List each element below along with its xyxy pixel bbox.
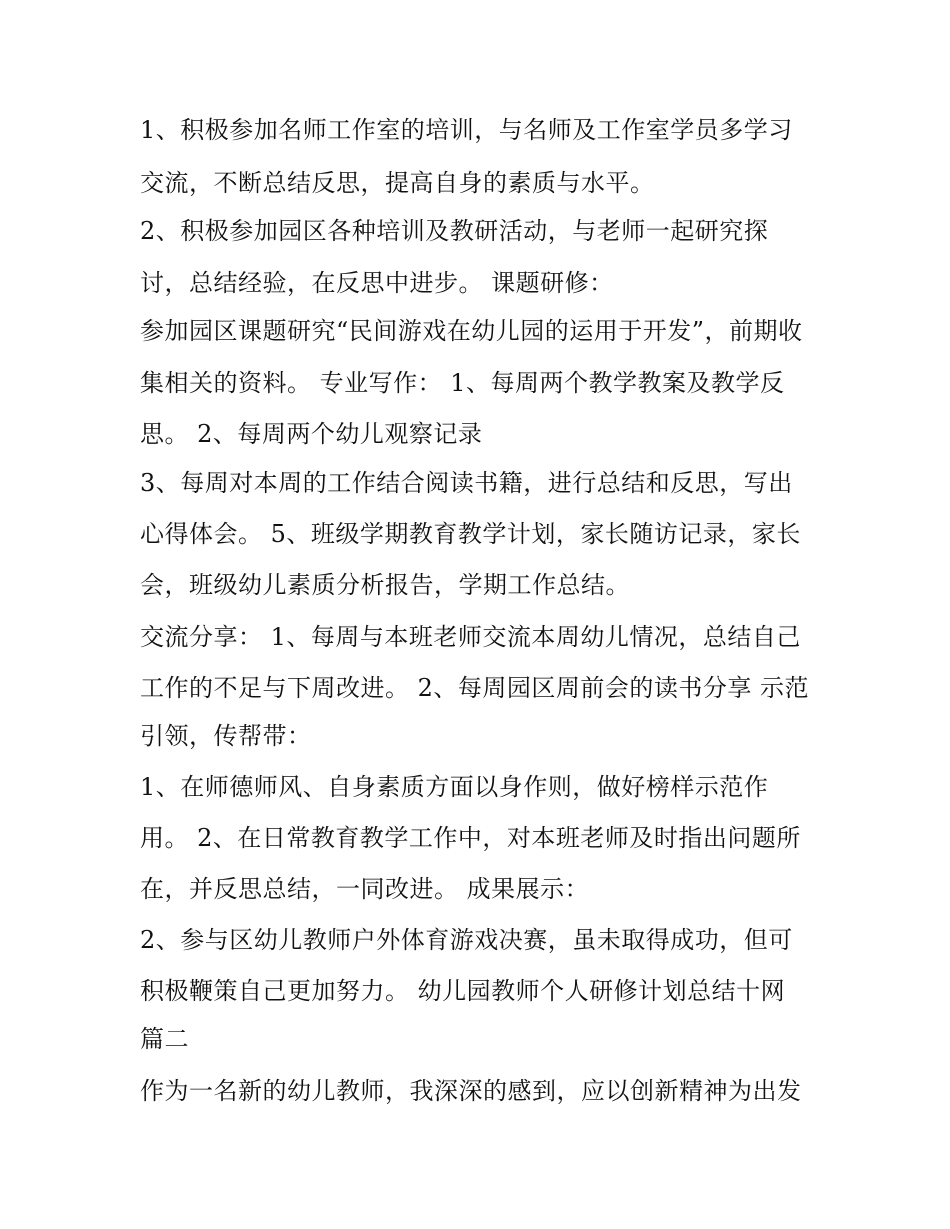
text-line: 参加园区课题研究“民间游戏在幼儿园的运用于开发”，前期收 [140, 317, 803, 345]
text-line: 交流分享： 1、每周与本班老师交流本周幼儿情况，总结自己 [140, 623, 801, 651]
text-line: 篇二 [140, 1025, 189, 1053]
text-line: 作为一名新的幼儿教师，我深深的感到，应以创新精神为出发 [140, 1077, 802, 1105]
text-line: 会，班级幼儿素质分析报告，学期工作总结。 [140, 571, 630, 599]
text-line: 引领，传帮带： [140, 722, 312, 750]
text-line: 心得体会。 5、班级学期教育教学计划，家长随访记录，家长 [140, 520, 801, 548]
text-line: 在，并反思总结，一同改进。 成果展示： [140, 875, 590, 903]
text-line: 思。 2、每周两个幼儿观察记录 [140, 420, 483, 448]
text-line: 工作的不足与下周改进。 2、每周园区周前会的读书分享 示范 [140, 674, 810, 702]
text-line: 交流，不断总结反思，提高自身的素质与水平。 [140, 169, 655, 197]
text-line: 1、积极参加名师工作室的培训，与名师及工作室学员多学习 [140, 116, 793, 144]
text-line: 2、积极参加园区各种培训及教研活动，与老师一起研究探 [140, 217, 769, 245]
text-line: 1、在师德师风、自身素质方面以身作则，做好榜样示范作 [140, 773, 769, 801]
text-line: 用。 2、在日常教育教学工作中，对本班老师及时指出问题所 [140, 824, 801, 852]
text-line: 集相关的资料。 专业写作： 1、每周两个教学教案及教学反 [140, 369, 785, 397]
text-line: 2、参与区幼儿教师户外体育游戏决赛，虽未取得成功，但可 [140, 926, 793, 954]
text-line: 3、每周对本周的工作结合阅读书籍，进行总结和反思，写出 [140, 469, 793, 497]
text-line: 讨，总结经验，在反思中进步。 课题研修： [140, 269, 614, 297]
text-line: 积极鞭策自己更加努力。 幼儿园教师个人研修计划总结十网 [140, 977, 786, 1005]
